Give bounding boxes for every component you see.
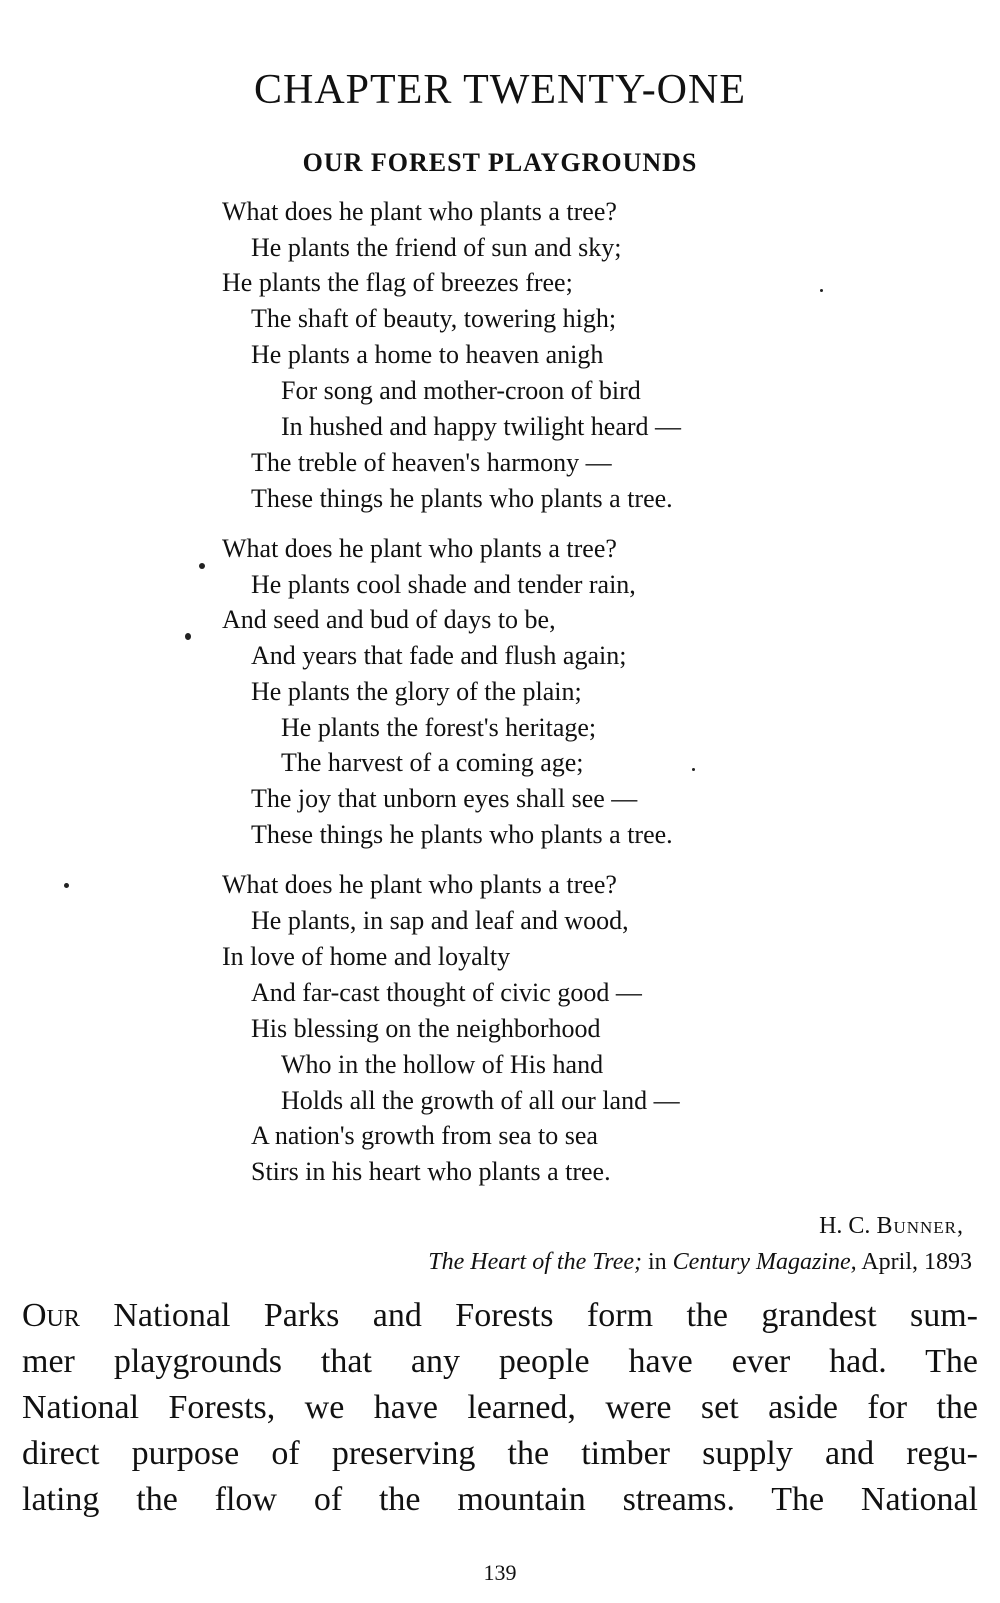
chapter-heading: CHAPTER TWENTY-ONE (253, 67, 747, 113)
poem-line: The harvest of a coming age; (281, 748, 584, 777)
paragraph-line (22, 1293, 978, 1339)
poem-line: What does he plant who plants a tree? (222, 534, 617, 563)
chapter-subtitle: OUR FOREST PLAYGROUNDS (302, 148, 698, 177)
print-speck (185, 633, 191, 640)
print-speck (199, 563, 205, 569)
poem-line: In hushed and happy twilight heard — (281, 412, 682, 441)
source-date: April, 1893 (861, 1249, 972, 1275)
poem-line: He plants, in sap and leaf and wood, (251, 906, 629, 935)
poem-line: Who in the hollow of His hand (281, 1050, 604, 1079)
paragraph-line: National Forests, we have learned, were set aside for the (22, 1389, 978, 1426)
poem-line: He plants the glory of the plain; (251, 677, 582, 706)
paragraph-line-text: National Parks and Forests form the grandest sum- (79, 1297, 978, 1334)
poem-line: Holds all the growth of all our land — (281, 1086, 680, 1115)
print-speck (64, 883, 69, 888)
poem-line: He plants the forest's heritage; (281, 713, 597, 742)
poem-line: The treble of heaven's harmony — (251, 448, 612, 477)
poem-line: He plants the friend of sun and sky; (251, 233, 622, 262)
print-speck (692, 768, 695, 771)
poem-line: What does he plant who plants a tree? (222, 197, 617, 226)
poem-line: What does he plant who plants a tree? (222, 870, 617, 899)
poem-line: The joy that unborn eyes shall see — (251, 784, 638, 813)
body-paragraph (22, 1293, 978, 1523)
poem-line: He plants a home to heaven anigh (251, 340, 604, 369)
magazine-title: Century Magazine, (672, 1249, 857, 1275)
paragraph-line: lating the flow of the mountain streams. The National (22, 1481, 978, 1518)
poem-line: His blessing on the neighborhood (251, 1014, 601, 1043)
poem-author (819, 1213, 964, 1240)
paragraph-line: direct purpose of preserving the timber supply and regu- (22, 1435, 978, 1472)
poem-line: He plants the flag of breezes free; (222, 268, 573, 297)
author-initials: H. C. (819, 1213, 871, 1239)
poem-line: The shaft of beauty, towering high; (251, 304, 617, 333)
page-number: 139 (483, 1560, 517, 1585)
paragraph-line: mer playgrounds that any people have ever had. The (22, 1343, 978, 1380)
poem-line: These things he plants who plants a tree. (251, 820, 673, 849)
work-title: The Heart of the Tree; (428, 1249, 642, 1275)
poem-line: And far-cast thought of civic good — (251, 978, 642, 1007)
poem-line: A nation's growth from sea to sea (251, 1121, 598, 1150)
poem-line: And years that fade and flush again; (251, 641, 627, 670)
lead-word: Our (22, 1297, 80, 1334)
print-speck (820, 289, 823, 292)
poem-line: And seed and bud of days to be, (222, 605, 556, 634)
poem-source (428, 1249, 972, 1276)
poem-line: He plants cool shade and tender rain, (251, 570, 636, 599)
author-surname: Bunner, (876, 1213, 964, 1239)
source-in: in (647, 1249, 667, 1275)
poem-line: For song and mother-croon of bird (281, 376, 641, 405)
poem-line: These things he plants who plants a tree. (251, 484, 673, 513)
poem-line: In love of home and loyalty (222, 942, 511, 971)
poem-line: Stirs in his heart who plants a tree. (251, 1157, 611, 1186)
